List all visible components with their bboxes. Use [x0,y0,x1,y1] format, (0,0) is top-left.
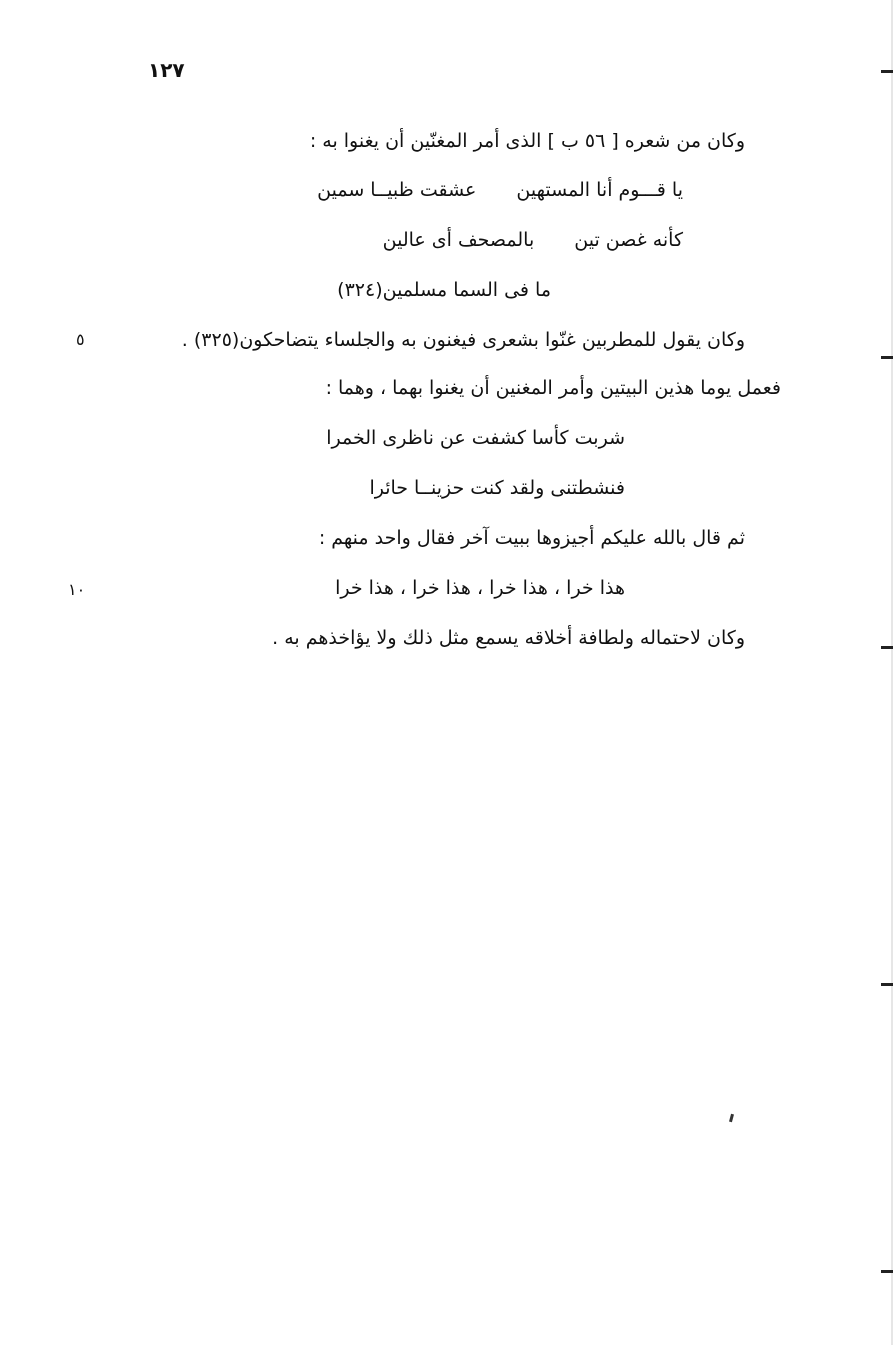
text-line-9: ثم قال بالله عليكم أجيزوها ببيت آخر فقال واحد منهم : [318,527,745,549]
line-number-5: ٥ [76,330,85,349]
verse-line-3: ما فى السما مسلمين(٣٢٤) [337,279,551,301]
text-line-1: وكان من شعره [ ٥٦ ب ] الذى أمر المغنّين أن يغنوا به : [309,130,745,152]
text-line-6: فعمل يوما هذين البيتين وأمر المغنين أن يغنوا بهما ، وهما : [325,377,781,399]
line-number-10: ١٠ [68,580,86,599]
edge-tick-3 [881,646,893,649]
stray-ink-mark [729,1114,734,1123]
verse-1-second-hemistich: عشقت ظبيــا سمين [317,179,477,201]
text-line-5: وكان يقول للمطربين غنّوا بشعرى فيغنون به والجلساء يتضاحكون(٣٢٥) . [181,329,745,351]
edge-tick-1 [881,70,893,73]
verse-line-2 [383,226,683,254]
text-line-11: وكان لاحتماله ولطافة أخلاقه يسمع مثل ذلك ولا يؤاخذهم به . [272,627,745,649]
verse-line-1 [317,176,683,204]
page-number: ١٢٧ [148,58,185,82]
verse-line-4: شربت كأسا كشفت عن ناظرى الخمرا [326,427,625,449]
edge-tick-2 [881,356,893,359]
verse-2-first-hemistich: كأنه غصن تين [574,229,683,251]
edge-tick-4 [881,983,893,986]
edge-tick-5 [881,1270,893,1273]
verse-1-first-hemistich: يا قـــوم أنا المستهين [516,179,683,201]
verse-line-5: فنشطتنى ولقد كنت حزينــا حائرا [369,477,625,499]
verse-line-6: هذا خرا ، هذا خرا ، هذا خرا ، هذا خرا [335,577,625,599]
verse-2-second-hemistich: بالمصحف أى عالين [382,229,535,251]
